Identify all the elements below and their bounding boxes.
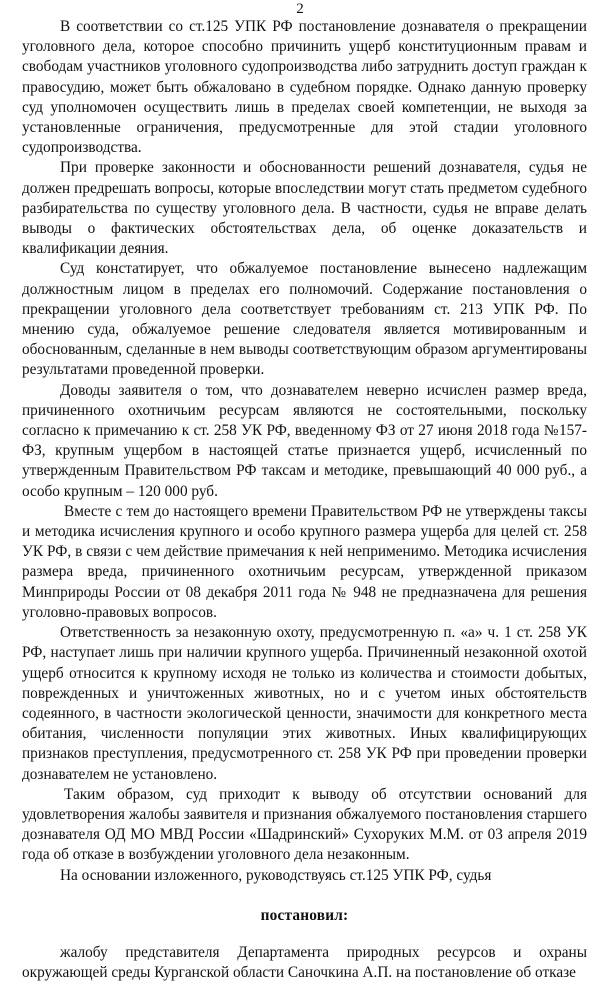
paragraph-6: Ответственность за незаконную охоту, предусмотренную п. «а» ч. 1 ст. 258 УК РФ, наступает лишь при наличии крупного ущерба. Причиненный незаконной охотой ущерб относится к крупному исходя не только из количества и стоимости добытых, поврежденных и уничтоженных животных, но и с учетом иных обстоятельств содеянного, в частности экологической ценности, значимости для конкретного места обитания, численности популяции этих животных. Иных квалифицирующих признаков преступления, предусмотренного ст. 258 УК РФ при проведении проверки дознавателем не установлено. [22, 624, 587, 783]
paragraph-7: Таким образом, суд приходит к выводу об отсутствии оснований для удовлетворения жалобы заявителя и признания обжалуемого постановления старшего дознавателя ОД МО МВД России «Шадринский» Сухоруких М.М. от 03 апреля 2019 года об отказе в возбуждении уголовного дела незаконным. [22, 785, 587, 864]
ruling-heading: постановил: [260, 906, 349, 924]
paragraph-3: Суд констатирует, что обжалуемое постановление вынесено надлежащим должностным лицом в пределах его полномочий. Содержание постановления о прекращении уголовного дела соответствует требованиям ст. 213 УПК РФ. По мнению суда, обжалуемое решение следователя является мотивированным и обоснованным, сделанные в нем выводы соответствующим образом аргументированы результатами проведенной проверки. [22, 260, 587, 379]
page-number: 2 [296, 1, 304, 17]
paragraph-2: При проверке законности и обоснованности решений дознавателя, судья не должен предрешать вопросы, которые впоследствии могут стать предметом судебного разбирательства по существу уголовного дела. В частности, судья не вправе делать выводы о фактических обстоятельствах дела, об оценке доказательств и квалификации деяния. [22, 159, 587, 258]
final-paragraph: жалобу представителя Департамента природных ресурсов и охраны окружающей среды Курганской области Саночкина А.П. на постановление об отказе [22, 943, 587, 982]
paragraph-1: В соответствии со ст.125 УПК РФ постановление дознавателя о прекращении уголовного дела, которое способно причинить ущерб конституционным правам и свободам участников уголовного судопроизводства либо затруднить доступ граждан к правосудию, может быть обжаловано в судебном порядке. Однако данную проверку суд уполномочен осуществить лишь в пределах своей компетенции, не выходя за установленные ограничения, предусмотренные для этой стадии уголовного судопроизводства. [22, 18, 587, 157]
paragraph-4: Доводы заявителя о том, что дознавателем неверно исчислен размер вреда, причиненного охотничьим ресурсам являются не состоятельными, поскольку согласно к примечанию к ст. 258 УК РФ, введенному ФЗ от 27 июня 2018 года №157-ФЗ, крупным ущербом в настоящей статье признается ущерб, исчисленный по утвержденным Правительством РФ таксам и методике, превышающий 40 000 руб., а особо крупным – 120 000 руб. [22, 381, 587, 500]
paragraph-8: На основании изложенного, руководствуясь ст.125 УПК РФ, судья [60, 866, 492, 884]
document-body [22, 17, 587, 983]
paragraph-5: Вместе с тем до настоящего времени Правительством РФ не утверждены таксы и методика исчисления крупного и особо крупного размера ущерба для целей ст. 258 УК РФ, в связи с чем действие примечания к ней неприменимо. Методика исчисления размера вреда, причиненного охотничьим ресурсам, утвержденной приказом Минприроды России от 08 декабря 2011 года № 948 не предназначена для решения уголовно-правовых вопросов. [22, 502, 587, 621]
